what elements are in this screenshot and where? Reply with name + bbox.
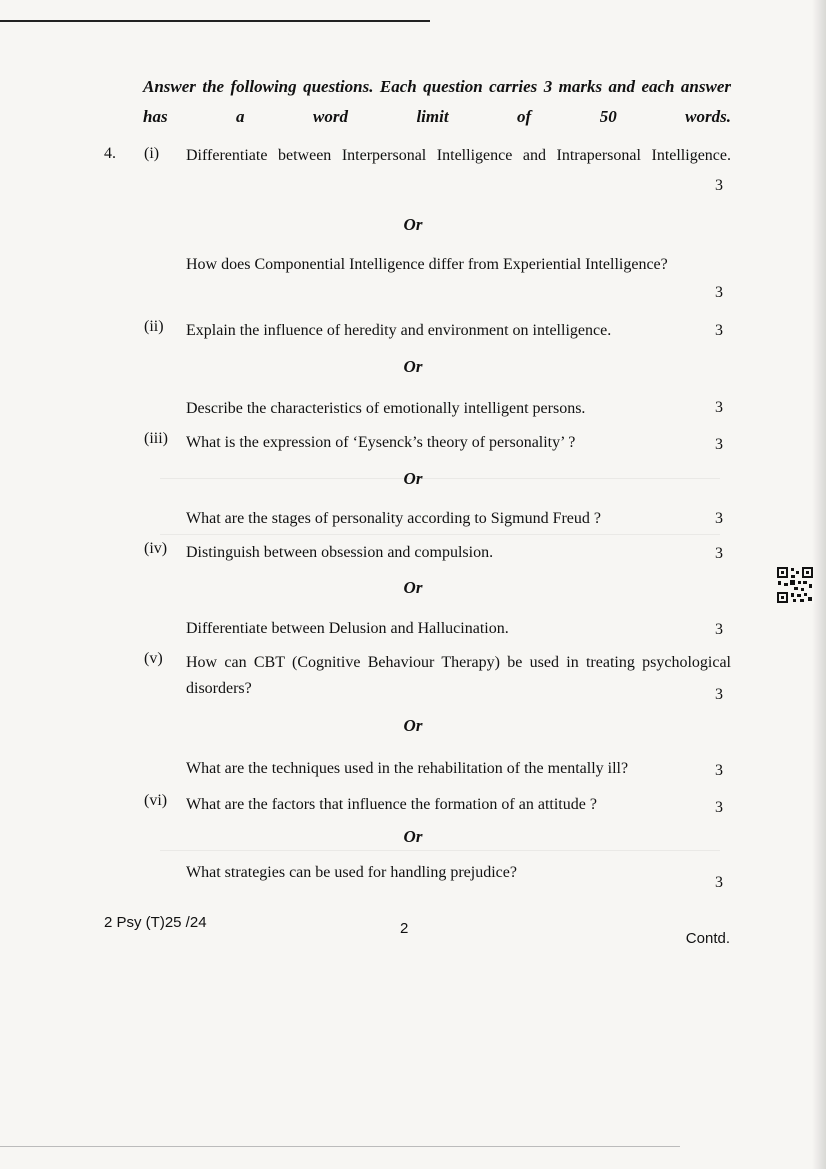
alt-part-text: What are the stages of personality according to Sigmund Freud ? [186, 510, 601, 527]
or-separator: Or [403, 357, 423, 376]
or-separator: Or [403, 215, 423, 234]
part-label: (iii) [144, 430, 168, 447]
or-separator: Or [403, 716, 423, 735]
part-label: (iv) [144, 540, 168, 557]
alt-part-text: Differentiate between Delusion and Hallucination. [186, 620, 509, 637]
alt-part-marks: 3 [715, 762, 723, 779]
question-number: 4. [104, 145, 116, 162]
part-label: (v) [144, 650, 163, 667]
paper-code: 2 Psy (T)25 /24 [104, 914, 207, 931]
or-separator: Or [403, 578, 423, 597]
alt-part-marks: 3 [715, 621, 723, 638]
part-marks: 3 [715, 545, 723, 562]
part-marks: 3 [715, 322, 723, 339]
part-text: What is the expression of ‘Eysenck’s theory of personality’ ? [186, 434, 576, 451]
part-marks: 3 [715, 436, 723, 453]
alt-part-marks: 3 [715, 510, 723, 527]
or-separator: Or [403, 469, 423, 488]
part-label: (i) [144, 145, 160, 162]
alt-part-marks: 3 [715, 399, 723, 416]
qr-code-icon [776, 566, 814, 604]
bottom-rule [0, 1146, 680, 1147]
part-text: Explain the influence of heredity and environment on intelligence. [186, 322, 612, 339]
part-marks: 3 [715, 686, 723, 703]
continued-label: Contd. [685, 930, 730, 947]
part-label: (ii) [144, 318, 164, 335]
part-text: How can CBT (Cognitive Behaviour Therapy) be used in treating psychological disorders? [186, 654, 731, 697]
part-text: Differentiate between Interpersonal Intelligence and Intrapersonal Intelligence. [186, 147, 731, 164]
or-separator: Or [403, 827, 423, 846]
alt-part-text: How does Componential Intelligence differ from Experiential Intelligence? [186, 256, 668, 273]
top-rule [0, 20, 430, 22]
alt-part-marks: 3 [715, 874, 723, 891]
part-text: What are the factors that influence the formation of an attitude ? [186, 796, 597, 813]
alt-part-text: What are the techniques used in the rehabilitation of the mentally ill? [186, 760, 629, 777]
alt-part-text: Describe the characteristics of emotionally intelligent persons. [186, 400, 586, 417]
alt-part-marks: 3 [715, 284, 723, 301]
part-label: (vi) [144, 792, 168, 809]
instruction-text: Answer the following questions. Each question carries 3 marks and each answer has a word limit of 50 words. [143, 77, 731, 126]
part-marks: 3 [715, 799, 723, 816]
page-number: 2 [400, 920, 409, 937]
alt-part-text: What strategies can be used for handling prejudice? [186, 864, 517, 881]
part-marks: 3 [715, 177, 723, 194]
part-text: Distinguish between obsession and compulsion. [186, 544, 494, 561]
